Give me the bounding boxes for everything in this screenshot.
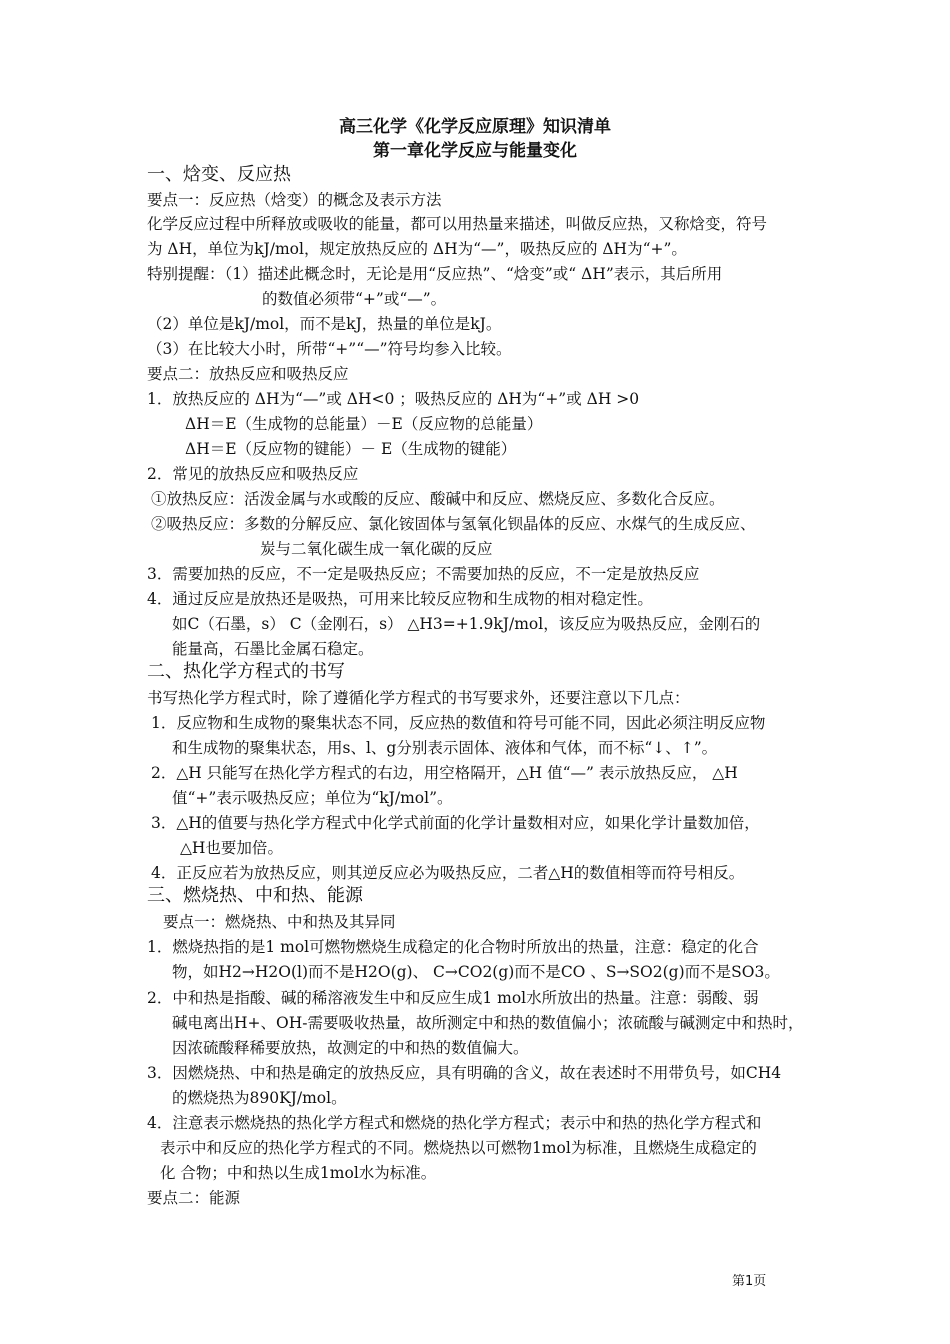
paragraph-line: 物，如H2→H2O(l)而不是H2O(g)、 C→CO2(g)而不是CO 、S→SO2(g)而不是SO3。	[172, 963, 780, 981]
point-heading: 要点一：反应热（焓变）的概念及表示方法	[147, 191, 442, 209]
paragraph-line: 能量高，石墨比金属石稳定。	[172, 640, 374, 658]
point-heading: 要点二：放热反应和吸热反应	[147, 365, 349, 383]
paragraph-line: 化 合物；中和热以生成1mol水为标准。	[160, 1164, 437, 1182]
paragraph-line: 的数值必须带“+”或“—”。	[262, 290, 447, 308]
paragraph-line: 化学反应过程中所释放或吸收的能量，都可以用热量来描述，叫做反应热，又称焓变，符号	[147, 215, 768, 233]
paragraph-line: 4．正反应若为放热反应，则其逆反应必为吸热反应，二者△H的数值相等而符号相反。	[151, 864, 745, 882]
paragraph-line: 因浓硫酸释稀要放热，故测定的中和热的数值偏大。	[172, 1039, 529, 1057]
paragraph-line: （2）单位是kJ/mol，而不是kJ，热量的单位是kJ。	[147, 315, 502, 333]
paragraph-line: 2．常见的放热反应和吸热反应	[147, 465, 359, 483]
paragraph-line: 4．注意表示燃烧热的热化学方程式和燃烧的热化学方程式；表示中和热的热化学方程式和	[147, 1114, 762, 1132]
section-heading: 二、热化学方程式的书写	[147, 661, 345, 682]
paragraph-line: 2．中和热是指酸、碱的稀溶液发生中和反应生成1 mol水所放出的热量。注意：弱酸、弱	[147, 989, 759, 1007]
formula-line: ΔH＝E（反应物的键能）－ E（生成物的键能）	[185, 440, 517, 458]
paragraph-line: 为 ΔH，单位为kJ/mol，规定放热反应的 ΔH为“—”，吸热反应的 ΔH为“+”。	[147, 240, 687, 258]
paragraph-line: 特别提醒：（1）描述此概念时，无论是用“反应热”、“焓变”或“ ΔH”表示，其后所用	[147, 265, 723, 283]
point-heading: 要点一：燃烧热、中和热及其异同	[163, 913, 396, 931]
paragraph-line: 表示中和反应的热化学方程式的不同。燃烧热以可燃物1mol为标准，且燃烧生成稳定的	[160, 1139, 757, 1157]
paragraph-line: 3．需要加热的反应，不一定是吸热反应；不需要加热的反应，不一定是放热反应	[147, 565, 700, 583]
paragraph-line: 3．△H的值要与热化学方程式中化学式前面的化学计量数相对应，如果化学计量数加倍，	[151, 814, 760, 832]
paragraph-line: 碱电离出H+、OH-需要吸收热量，故所测定中和热的数值偏小；浓硫酸与碱测定中和热时，	[172, 1014, 804, 1032]
paragraph-line: 书写热化学方程式时，除了遵循化学方程式的书写要求外，还要注意以下几点：	[147, 689, 690, 707]
chapter-title: 第一章化学反应与能量变化	[373, 141, 577, 161]
paragraph-line: 炭与二氧化碳生成一氧化碳的反应	[260, 540, 493, 558]
paragraph-line: 3．因燃烧热、中和热是确定的放热反应，具有明确的含义，故在表述时不用带负号，如CH4	[147, 1064, 782, 1082]
formula-line: ΔH＝E（生成物的总能量）－E（反应物的总能量）	[185, 415, 543, 433]
section-heading: 三、燃烧热、中和热、能源	[147, 885, 363, 906]
paragraph-line: 1．燃烧热指的是1 mol可燃物燃烧生成稳定的化合物时所放出的热量，注意：稳定的化合	[147, 938, 759, 956]
paragraph-line: 如C（石墨，s） C（金刚石，s） △H3=+1.9kJ/mol，该反应为吸热反应，金刚石的	[172, 615, 761, 633]
paragraph-line: 和生成物的聚集状态，用s、l、g分别表示固体、液体和气体，而不标“↓、↑”。	[172, 739, 718, 757]
paragraph-line: 1．放热反应的 ΔH为“—”或 ΔH<0 ；吸热反应的 ΔH为“+”或 ΔH >0	[147, 390, 640, 408]
paragraph-line: 的燃烧热为890KJ/mol。	[172, 1089, 347, 1107]
document-title: 高三化学《化学反应原理》知识清单	[339, 117, 611, 137]
page-number: 第1页	[732, 1274, 767, 1289]
paragraph-line: 2．△H 只能写在热化学方程式的右边，用空格隔开，△H 值“—” 表示放热反应， △H	[151, 764, 738, 782]
paragraph-line: 1．反应物和生成物的聚集状态不同，反应热的数值和符号可能不同，因此必须注明反应物	[151, 714, 766, 732]
paragraph-line: （3）在比较大小时，所带“+”“—”符号均参入比较。	[147, 340, 512, 358]
point-heading: 要点二：能源	[147, 1189, 241, 1207]
section-heading: 一、焓变、反应热	[147, 164, 291, 185]
paragraph-line: △H也要加倍。	[180, 839, 283, 857]
paragraph-line: 4．通过反应是放热还是吸热，可用来比较反应物和生成物的相对稳定性。	[147, 590, 653, 608]
paragraph-line: ①放热反应：活泼金属与水或酸的反应、酸碱中和反应、燃烧反应、多数化合反应。	[151, 490, 725, 508]
paragraph-line: 值“+”表示吸热反应；单位为“kJ/mol”。	[172, 789, 453, 807]
paragraph-line: ②吸热反应：多数的分解反应、氯化铵固体与氢氧化钡晶体的反应、水煤气的生成反应、	[151, 515, 756, 533]
